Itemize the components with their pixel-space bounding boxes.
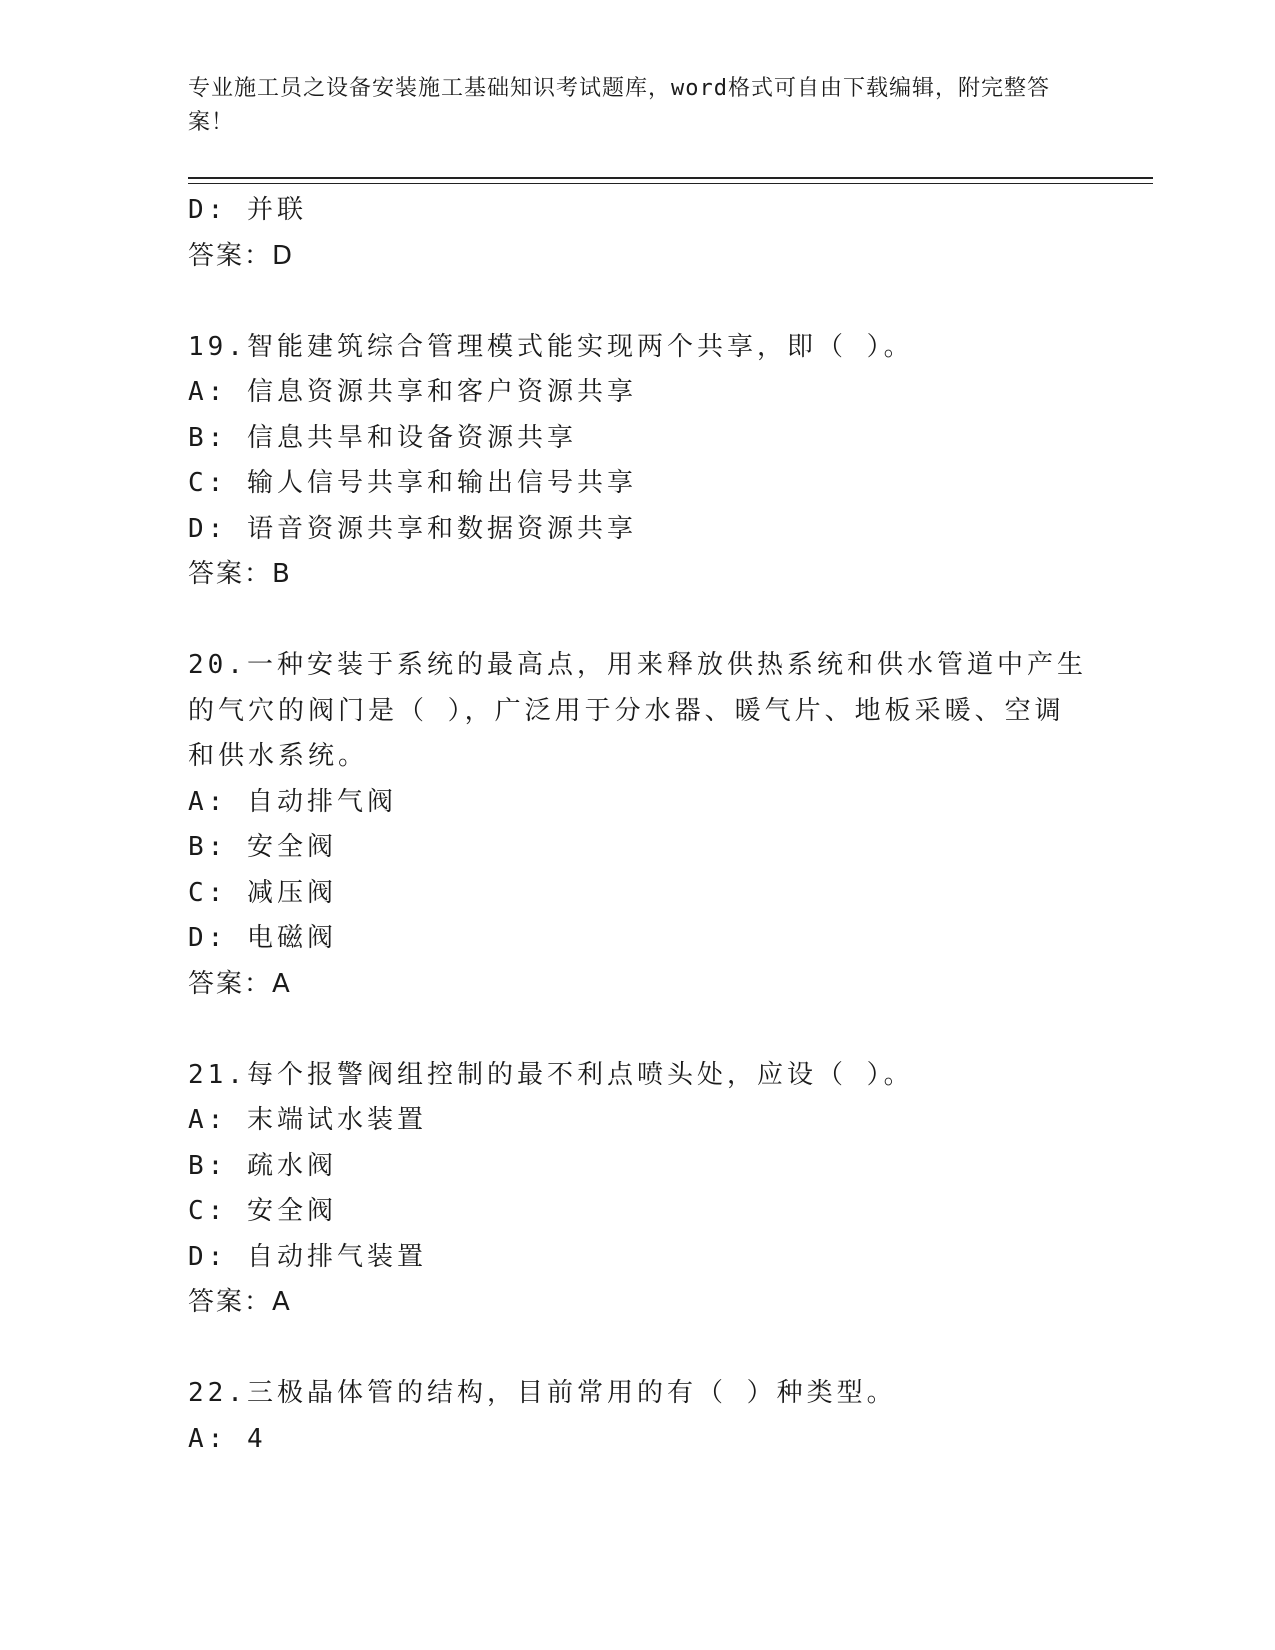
- option-d: D: 电磁阀: [188, 923, 337, 953]
- option-c: C: 安全阀: [188, 1196, 337, 1226]
- question-text: 22.三极晶体管的结构，目前常用的有（ ）种类型。: [188, 1378, 897, 1408]
- answer: 答案：A: [188, 1287, 292, 1317]
- question-20: [188, 643, 1088, 1007]
- question-19: [188, 325, 1088, 598]
- question-text: 21.每个报警阀组控制的最不利点喷头处，应设（ ）。: [188, 1059, 914, 1090]
- header-rule: [188, 177, 1153, 179]
- option-a: A: 自动排气阀: [188, 786, 397, 817]
- question-22: [188, 1371, 1088, 1462]
- answer: 答案：D: [188, 240, 295, 271]
- option-a: A: 末端试水装置: [188, 1105, 427, 1135]
- option-a: A: 信息资源共享和客户资源共享: [188, 377, 637, 407]
- option-b: B: 安全阀: [188, 832, 337, 862]
- question-21: [188, 1053, 1088, 1326]
- option-d: D: 并联: [188, 195, 307, 225]
- question-list: [188, 188, 1088, 1462]
- answer: 答案：A: [188, 968, 292, 999]
- option-c: C: 输人信号共享和输出信号共享: [188, 468, 637, 498]
- answer: 答案：B: [188, 559, 292, 589]
- option-c: C: 减压阀: [188, 877, 337, 908]
- document-header: 专业施工员之设备安装施工基础知识考试题库，word格式可自由下载编辑，附完整答案！: [188, 76, 1050, 135]
- option-b: B: 信息共旱和设备资源共享: [188, 422, 577, 453]
- option-d: D: 自动排气装置: [188, 1241, 427, 1272]
- option-d: D: 语音资源共享和数据资源共享: [188, 513, 637, 544]
- header-rule-thin: [188, 183, 1153, 184]
- question-text: 19.智能建筑综合管理模式能实现两个共享，即（ ）。: [188, 331, 914, 362]
- option-a: A: 4: [188, 1423, 267, 1454]
- question-text: 20.一种安装于系统的最高点，用来释放供热系统和供水管道中产生的气穴的阀门是（ ），广泛用于分水器、暖气片、地板采暖、空调和供水系统。: [188, 650, 1087, 771]
- option-b: B: 疏水阀: [188, 1150, 337, 1181]
